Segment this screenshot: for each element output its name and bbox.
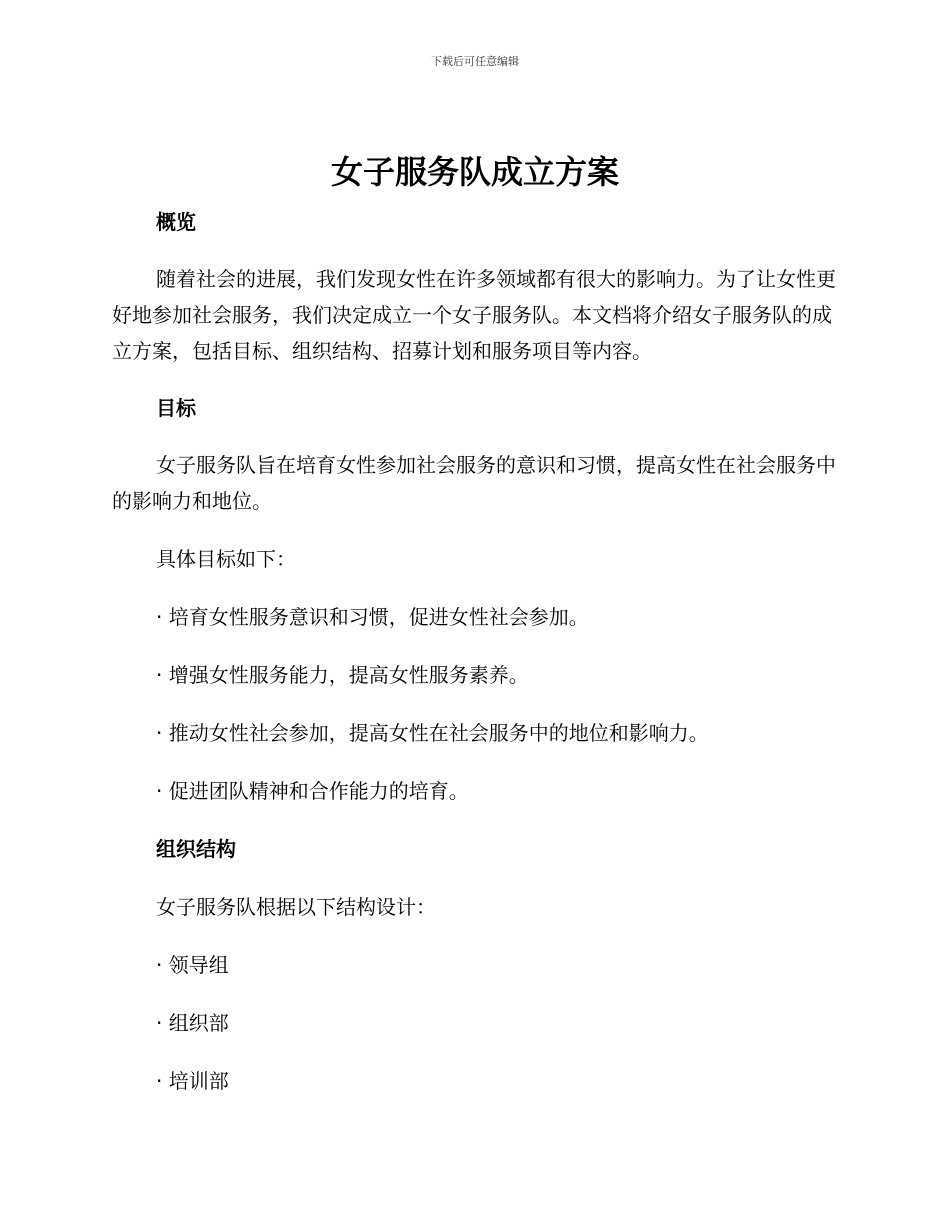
list-item: · 培育女性服务意识和习惯，促进女性社会参加。 bbox=[156, 605, 589, 629]
list-item: · 培训部 bbox=[156, 1069, 229, 1093]
goals-paragraph: 女子服务队旨在培育女性参加社会服务的意识和习惯，提高女性在社会服务中的影响力和地位。 bbox=[112, 453, 836, 513]
overview-paragraph: 随着社会的进展，我们发现女性在许多领域都有很大的影响力。为了让女性更好地参加社会服务，我们决定成立一个女子服务队。本文档将介绍女子服务队的成立方案，包括目标、组织结构、招募计划和服务项目等内容。 bbox=[112, 267, 836, 363]
goals-intro: 具体目标如下： bbox=[156, 547, 296, 571]
section-heading-goals: 目标 bbox=[156, 396, 196, 420]
structure-intro: 女子服务队根据以下结构设计： bbox=[156, 895, 436, 919]
document-title: 女子服务队成立方案 bbox=[330, 153, 619, 191]
page-header: 下载后可任意编辑 bbox=[431, 55, 519, 68]
list-item: · 增强女性服务能力，提高女性服务素养。 bbox=[156, 663, 529, 687]
document-body bbox=[112, 204, 838, 1099]
section-heading-overview: 概览 bbox=[156, 210, 196, 234]
section-heading-structure: 组织结构 bbox=[156, 837, 236, 861]
list-item: · 推动女性社会参加，提高女性在社会服务中的地位和影响力。 bbox=[156, 721, 709, 745]
list-item: · 促进团队精神和合作能力的培育。 bbox=[156, 779, 469, 803]
list-item: · 组织部 bbox=[156, 1011, 229, 1035]
list-item: · 领导组 bbox=[156, 953, 229, 977]
